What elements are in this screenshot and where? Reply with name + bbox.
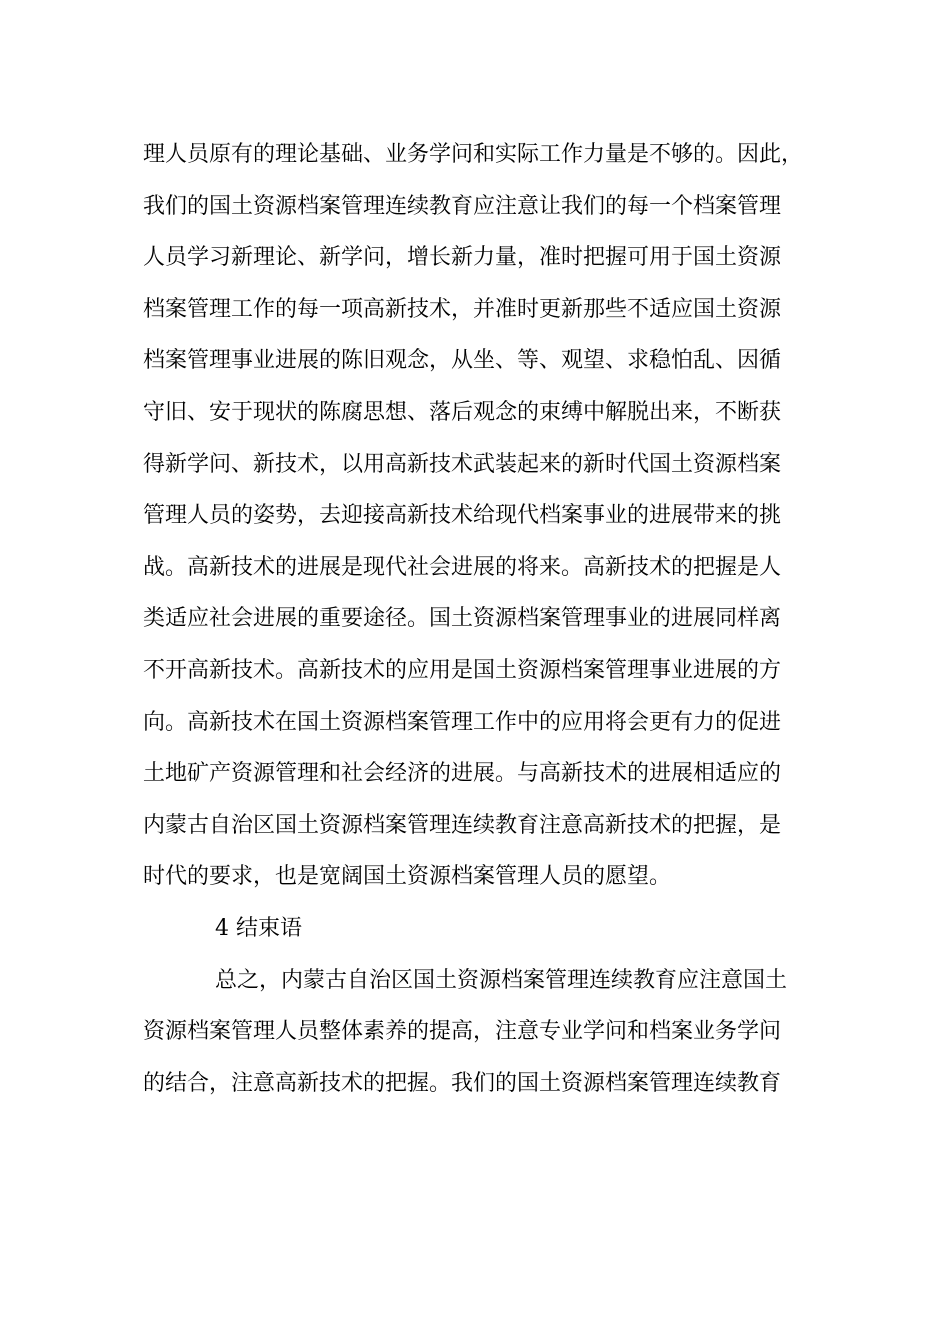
- conclusion-line: 总之，内蒙古自治区国土资源档案管理连续教育应注意国土: [215, 967, 788, 993]
- conclusion-line: 的结合，注意高新技术的把握。我们的国土资源档案管理连续教育: [143, 1070, 782, 1096]
- paragraph-line: 人员学习新理论、新学问，增长新力量，准时把握可用于国土资源: [143, 245, 782, 271]
- paragraph-line: 管理人员的姿势，去迎接高新技术给现代档案事业的进展带来的挑: [143, 503, 782, 529]
- body-text: [143, 129, 815, 1109]
- paragraph-line: 得新学问、新技术，以用高新技术武装起来的新时代国土资源档案: [143, 451, 782, 477]
- paragraph-line: 土地矿产资源管理和社会经济的进展。与高新技术的进展相适应的: [143, 761, 782, 787]
- conclusion-line: 资源档案管理人员整体素养的提高，注意专业学问和档案业务学问: [143, 1019, 782, 1045]
- paragraph-line: 类适应社会进展的重要途径。国土资源档案管理事业的进展同样离: [143, 606, 782, 632]
- paragraph-line: 向。高新技术在国土资源档案管理工作中的应用将会更有力的促进: [143, 709, 782, 735]
- paragraph-line: 档案管理工作的每一项高新技术，并准时更新那些不适应国土资源: [143, 296, 782, 322]
- paragraph-line: 不开高新技术。高新技术的应用是国土资源档案管理事业进展的方: [143, 657, 782, 683]
- paragraph-line: 理人员原有的理论基础、业务学问和实际工作力量是不够的。因此，: [143, 142, 804, 167]
- paragraph-line: 我们的国土资源档案管理连续教育应注意让我们的每一个档案管理: [143, 193, 782, 219]
- paragraph-line: 档案管理事业进展的陈旧观念，从坐、等、观望、求稳怕乱、因循: [143, 348, 782, 374]
- paragraph-line: 时代的要求，也是宽阔国土资源档案管理人员的愿望。: [143, 864, 672, 890]
- paragraph-line: 战。高新技术的进展是现代社会进展的将来。高新技术的把握是人: [143, 554, 782, 580]
- paragraph-line: 内蒙古自治区国土资源档案管理连续教育注意高新技术的把握，是: [143, 812, 782, 838]
- paragraph-line: 守旧、安于现状的陈腐思想、落后观念的束缚中解脱出来，不断获: [143, 399, 782, 425]
- section-heading: 4 结束语: [215, 915, 302, 941]
